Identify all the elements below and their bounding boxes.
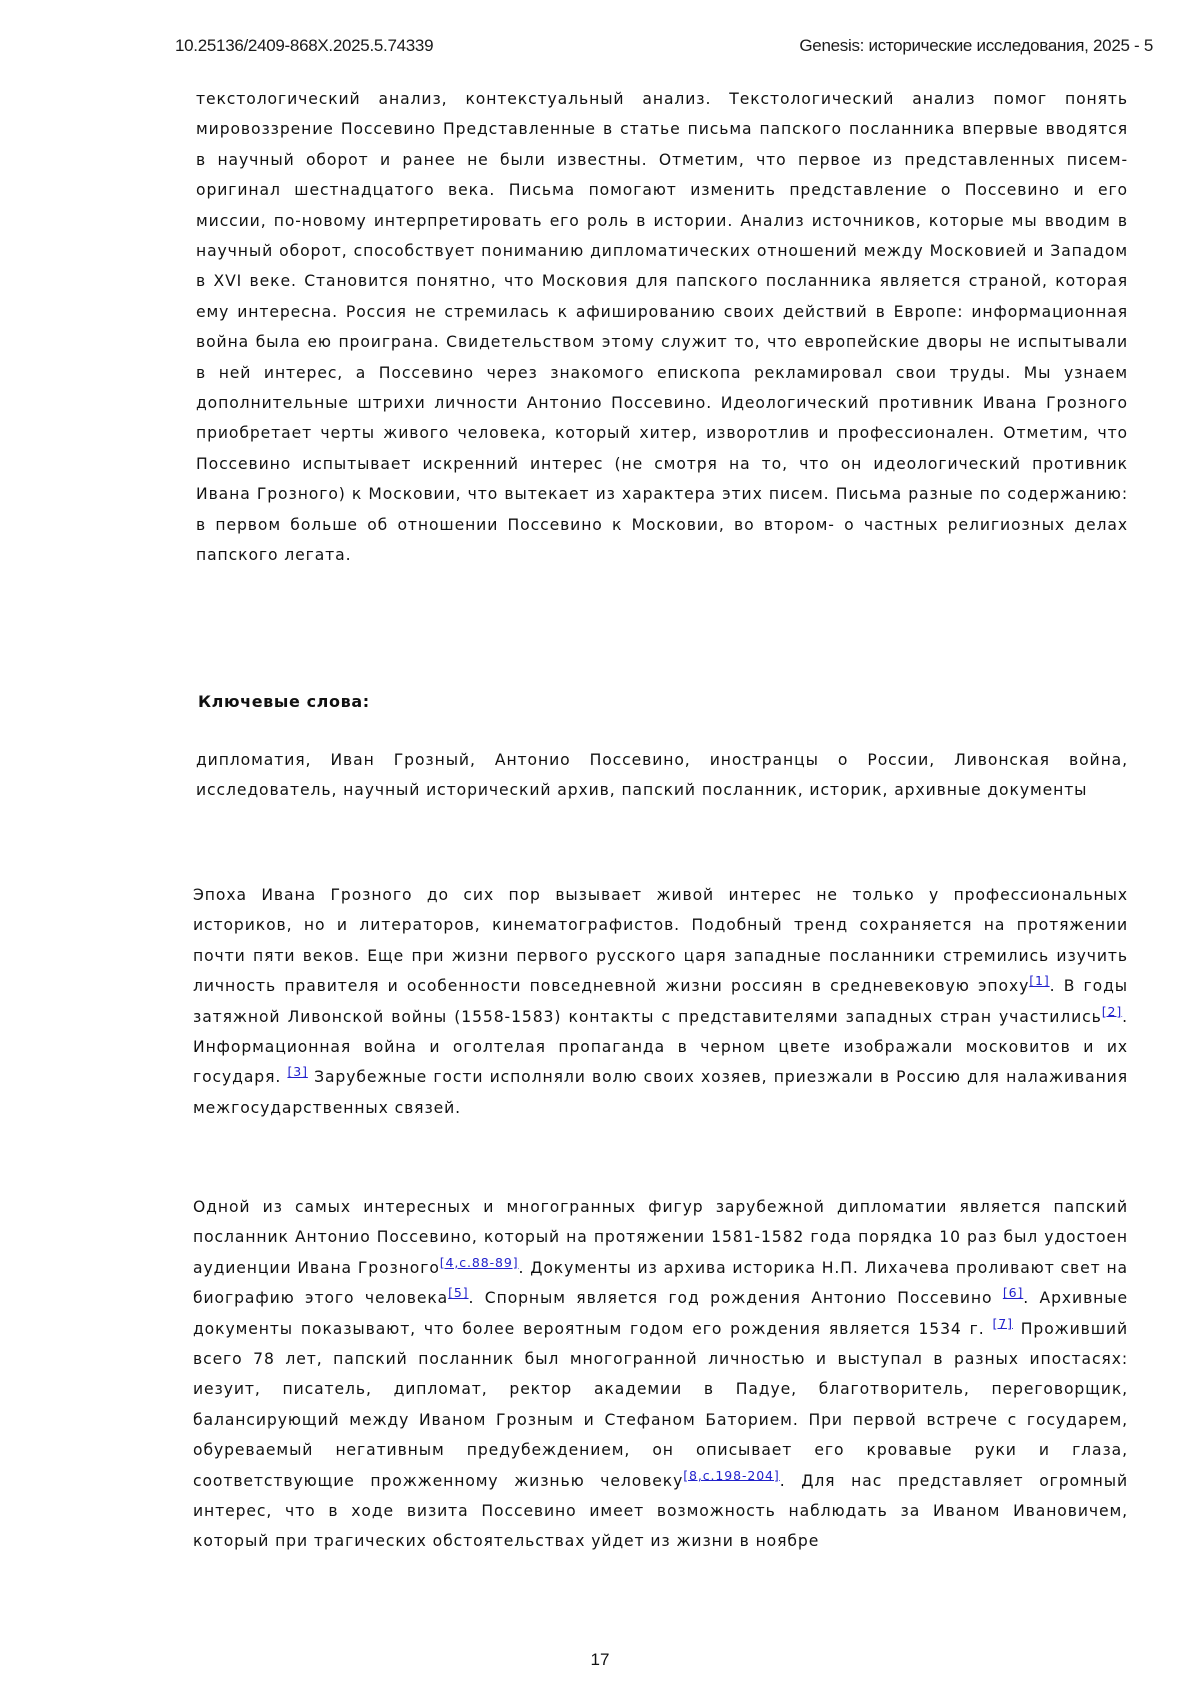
footnote-ref-2[interactable]: [2] xyxy=(1101,1003,1123,1019)
page-number: 17 xyxy=(590,1650,610,1669)
abstract-text: текстологический анализ, контекстуальный анализ. Текстологический анализ помог понять мировоззрение Поссевино Представленные в статье письма папского посланника впервые вводятся в научный оборот и ранее не были известны. Отметим, что первое из представленных писем- оригинал шестнадцатого века. Письма помогают изменить представление о Поссевино и его миссии, по-новому интерпретировать его роль в истории. Анализ источников, которые мы вводим в научный оборот, способствует пониманию дипломатических отношений между Московией и Западом в XVI веке. Становится понятно, что Московия для папского посланника является страной, которая ему интересна. Россия не стремилась к афишированию своих действий в Европе: информационная война была ею проиграна. Свидетельством этому служит то, что европейские дворы не испытывали в ней интерес, а Поссевино через знакомого епископа рекламировал свои труды. Мы узнаем дополнительные штрихи личности Антонио Поссевино. Идеологический противник Ивана Грозного приобретает черты живого человека, который хитер, изворотлив и профессионален. Отметим, что Поссевино испытывает искренний интерес (не смотря на то, что он идеологический противник Ивана Грозного) к Московии, что вытекает из характера этих писем. Письма разные по содержанию: в первом больше об отношении Поссевино к Московии, во втором- о частных религиозных делах папского легата. xyxy=(196,90,1128,565)
footnote-ref-4[interactable]: [4,с.88-89] xyxy=(439,1254,519,1270)
body-paragraph-1 xyxy=(193,880,1128,1123)
footnote-ref-3[interactable]: [3] xyxy=(287,1064,308,1080)
footnote-ref-5[interactable]: [5] xyxy=(448,1285,469,1301)
paragraph-text: . В годы затяжной Ливонской войны (1558-1583) контакты с представителями западных стран участились xyxy=(193,977,1128,1026)
footnote-ref-6[interactable]: [6] xyxy=(1002,1285,1024,1301)
journal-header: Genesis: исторические исследования, 2025 - 5 xyxy=(799,36,1153,55)
keywords-text: дипломатия, Иван Грозный, Антонио Поссевино, иностранцы о России, Ливонская война, исследователь, научный исторический архив, папский посланник, историк, архивные документы xyxy=(196,751,1128,800)
paragraph-text: Эпоха Ивана Грозного до сих пор вызывает живой интерес не только у профессиональных историков, но и литераторов, кинематографистов. Подобный тренд сохраняется на протяжении почти пяти веков. Еще при жизни первого русского царя западные посланники стремились изучить личность правителя и особенности повседневной жизни россиян в средневековую эпоху xyxy=(193,886,1128,996)
footnote-ref-1[interactable]: [1] xyxy=(1029,973,1050,989)
body-paragraph-2 xyxy=(193,1192,1128,1557)
paragraph-text: . Архивные документы показывают, что более вероятным годом его рождения является 1534 г. xyxy=(193,1289,1128,1338)
keywords-title: Ключевые слова: xyxy=(198,692,370,711)
paragraph-text: . Информационная война и оголтелая пропаганда в черном цвете изображали московитов и их государя. xyxy=(193,1007,1128,1087)
footnote-ref-8[interactable]: [8,с.198-204] xyxy=(683,1467,780,1483)
footnote-ref-7[interactable]: [7] xyxy=(992,1315,1013,1331)
paragraph-text: . Для нас представляет огромный интерес, что в ходе визита Поссевино имеет возможность наблюдать за Иваном Ивановичем, который при трагических обстоятельствах уйдет из жизни в ноябре xyxy=(193,1471,1128,1551)
doi-header: 10.25136/2409-868X.2025.5.74339 xyxy=(175,36,434,55)
paragraph-text: Проживший всего 78 лет, папский посланник был многогранной личностью и выступал в разных ипостасях: иезуит, писатель, дипломат, ректор академии в Падуе, благотворитель, переговорщик, балансирующий между Иваном Грозным и Стефаном Баторием. При первой встрече с государем, обуреваемый негативным предубеждением, он описывает его кровавые руки и глаза, соответствующие прожженному жизнью человеку xyxy=(193,1319,1128,1490)
paragraph-text: Одной из самых интересных и многогранных фигур зарубежной дипломатии является папский посланник Антонио Поссевино, который на протяжении 1581-1582 года порядка 10 раз был удостоен аудиенции Ивана Грозного xyxy=(193,1198,1128,1277)
paragraph-text: . Спорным является год рождения Антонио Поссевино xyxy=(468,1289,1003,1308)
paragraph-text: Зарубежные гости исполняли волю своих хозяев, приезжали в Россию для налаживания межгосударственных связей. xyxy=(193,1068,1128,1117)
paragraph-text: . Документы из архива историка Н.П. Лихачева проливают свет на биографию этого человека xyxy=(193,1258,1128,1308)
